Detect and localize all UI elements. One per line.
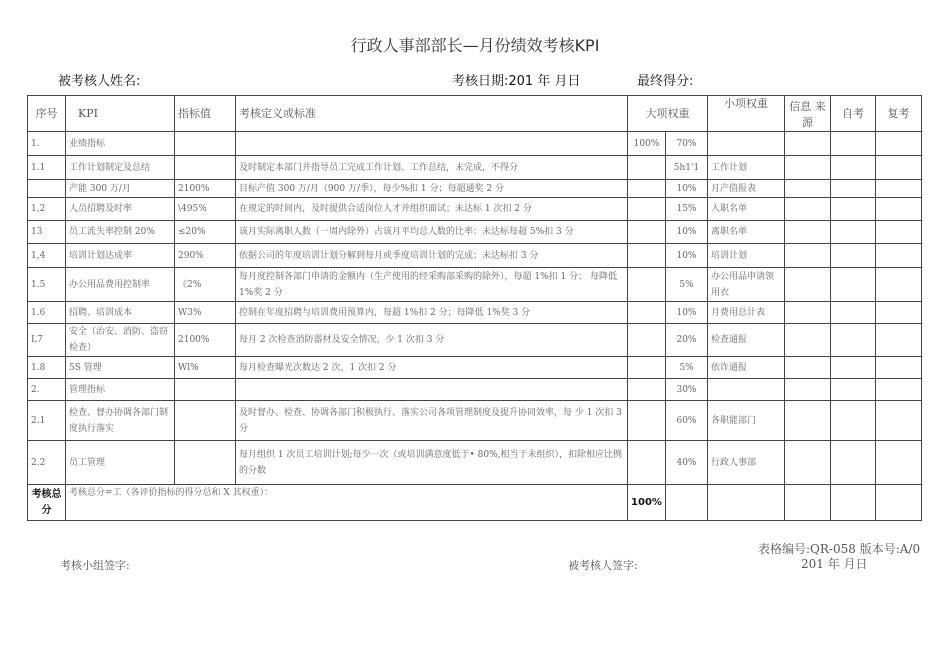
row-self — [831, 132, 876, 156]
row-seq: 1,2 — [28, 198, 66, 221]
row-seq: 1.8 — [28, 357, 66, 379]
total-label: 考核总分 — [28, 485, 66, 521]
row-minor-weight: 5h1'1 — [666, 156, 708, 180]
row-source: 月产值报表 — [708, 180, 785, 198]
row-source: 依诈通报 — [708, 357, 785, 379]
row-review — [876, 198, 922, 221]
row-review — [876, 357, 922, 379]
row-seq: 1.1 — [28, 156, 66, 180]
row-review — [876, 302, 922, 324]
row-review — [876, 221, 922, 244]
row-definition: 在规定的时间内，及时提供合适岗位人才并组织面试；未达标 1 次扣 2 分 — [236, 198, 628, 221]
row-target: \495% — [175, 198, 236, 221]
row-extra — [785, 357, 831, 379]
table-row — [28, 198, 922, 221]
row-kpi: 5S 管理 — [66, 357, 175, 379]
row-seq: 1,4 — [28, 244, 66, 268]
total-major-weight: 100% — [628, 485, 666, 521]
col-source: 信息 来源 — [785, 96, 831, 132]
row-major-weight — [628, 221, 666, 244]
row-source: 行政人事部 — [708, 441, 785, 485]
row-definition: 每月 2 次检查消防器材及安全情况，少 1 次扣 3 分 — [236, 324, 628, 357]
form-number: 表格编号:QR-058 版本号:A/0 — [758, 542, 921, 556]
row-extra — [785, 132, 831, 156]
row-definition — [236, 379, 628, 401]
row-extra — [785, 268, 831, 302]
row-self — [831, 156, 876, 180]
col-kpi: KPI — [66, 96, 175, 132]
row-extra — [785, 324, 831, 357]
row-review — [876, 180, 922, 198]
row-self — [831, 244, 876, 268]
row-target — [175, 379, 236, 401]
row-source — [708, 132, 785, 156]
row-definition: 每月检查曝光次数达 2 次，1 次扣 2 分 — [236, 357, 628, 379]
row-source: 培训计划 — [708, 244, 785, 268]
row-seq: 2.2 — [28, 441, 66, 485]
row-kpi: 安全（治安、消防、盗窃检查） — [66, 324, 175, 357]
row-kpi: 办公用品费用控制率 — [66, 268, 175, 302]
row-seq: 2.1 — [28, 401, 66, 441]
table-row — [28, 441, 922, 485]
row-minor-weight: 10% — [666, 302, 708, 324]
row-minor-weight: 15% — [666, 198, 708, 221]
col-review: 复考 — [876, 96, 922, 132]
row-source: 月费用总计表 — [708, 302, 785, 324]
row-source — [708, 379, 785, 401]
row-definition: 目标产值 300 万/月（900 万/季），每少%扣 1 分；每超通奖 2 分 — [236, 180, 628, 198]
row-seq: 13 — [28, 221, 66, 244]
row-seq: 1. — [28, 132, 66, 156]
row-minor-weight: 10% — [666, 180, 708, 198]
row-major-weight — [628, 302, 666, 324]
row-definition: 及时制定本部门并指导员工完成工作计划、工作总结，未完成，不得分 — [236, 156, 628, 180]
table-header-row — [28, 96, 922, 132]
person-signature-label: 被考核人签字: — [568, 559, 638, 572]
col-target: 指标值 — [175, 96, 236, 132]
row-self — [831, 268, 876, 302]
row-self — [831, 302, 876, 324]
row-definition: 控制在年度招聘与培训费用预算内，每超 1%扣 2 分；每降低 1%奖 3 分 — [236, 302, 628, 324]
row-extra — [785, 379, 831, 401]
table-row — [28, 324, 922, 357]
page-title: 行政人事部部长—月份绩效考核KPI — [350, 36, 600, 55]
row-target — [175, 401, 236, 441]
row-review — [876, 324, 922, 357]
row-review — [876, 244, 922, 268]
row-kpi: 工作计划制定及总结 — [66, 156, 175, 180]
row-kpi: 管理指标 — [66, 379, 175, 401]
table-row — [28, 244, 922, 268]
total-row — [28, 485, 922, 521]
row-minor-weight: 70% — [666, 132, 708, 156]
row-target: 《2% — [175, 268, 236, 302]
row-major-weight — [628, 180, 666, 198]
row-target: 2100% — [175, 324, 236, 357]
footer-date: 201 年 月日 — [801, 557, 868, 571]
row-kpi: 员工管理 — [66, 441, 175, 485]
row-definition: 依据公司的年度培训计划分解到每月或季度培训计划的完成；未达标扣 3 分 — [236, 244, 628, 268]
col-self: 自考 — [831, 96, 876, 132]
row-major-weight — [628, 324, 666, 357]
row-kpi: 人员招聘及时率 — [66, 198, 175, 221]
row-source: 离职名单 — [708, 221, 785, 244]
row-review — [876, 441, 922, 485]
total-formula: 考核总分=工（各评价指标的得分总和 X 其权重）： — [66, 485, 628, 521]
table-row — [28, 401, 922, 441]
row-extra — [785, 156, 831, 180]
row-kpi: 检查、督办协调各部门制度执行落实 — [66, 401, 175, 441]
row-minor-weight: 5% — [666, 357, 708, 379]
row-minor-weight: 20% — [666, 324, 708, 357]
table-row — [28, 132, 922, 156]
row-kpi: 培训计划达成率 — [66, 244, 175, 268]
row-extra — [785, 401, 831, 441]
row-review — [876, 156, 922, 180]
row-extra — [785, 302, 831, 324]
row-kpi: 招聘、培训成本 — [66, 302, 175, 324]
row-kpi: 业绩指标 — [66, 132, 175, 156]
row-source: 办公用品申请领用衣 — [708, 268, 785, 302]
row-extra — [785, 244, 831, 268]
row-major-weight — [628, 268, 666, 302]
row-review — [876, 379, 922, 401]
row-self — [831, 221, 876, 244]
table-row — [28, 379, 922, 401]
row-extra — [785, 221, 831, 244]
row-minor-weight: 60% — [666, 401, 708, 441]
row-definition: 该月实际离职人数（一周内除外）占该月平均总人数的比率；未达标每超 5%扣 3 分 — [236, 221, 628, 244]
row-self — [831, 379, 876, 401]
row-source: 入职名单 — [708, 198, 785, 221]
row-target: ≤20% — [175, 221, 236, 244]
row-major-weight — [628, 441, 666, 485]
group-signature-label: 考核小组签字: — [60, 559, 130, 572]
row-target: W3% — [175, 302, 236, 324]
row-definition: 每月组织 1 次员工培训计划;每少一次（或培训满意度低于• 80%,相当于未组织），扣除相应比例的分数 — [236, 441, 628, 485]
row-minor-weight: 40% — [666, 441, 708, 485]
date-label: 考核日期:201 年 月日 — [452, 74, 581, 89]
row-major-weight — [628, 401, 666, 441]
table-row — [28, 357, 922, 379]
row-self — [831, 180, 876, 198]
row-self — [831, 401, 876, 441]
row-seq: 1.6 — [28, 302, 66, 324]
row-major-weight — [628, 198, 666, 221]
score-label: 最终得分: — [637, 74, 694, 89]
row-target — [175, 156, 236, 180]
row-seq — [28, 180, 66, 198]
row-seq: L7 — [28, 324, 66, 357]
kpi-table — [27, 95, 922, 521]
row-extra — [785, 441, 831, 485]
row-major-weight — [628, 156, 666, 180]
row-extra — [785, 180, 831, 198]
col-major-weight: 大项权重 — [628, 96, 708, 132]
col-seq: 序号 — [28, 96, 66, 132]
row-major-weight — [628, 244, 666, 268]
row-review — [876, 268, 922, 302]
table-row — [28, 156, 922, 180]
row-target — [175, 441, 236, 485]
row-kpi: 产能 300 万/月 — [66, 180, 175, 198]
row-minor-weight: 10% — [666, 221, 708, 244]
table-row — [28, 180, 922, 198]
row-minor-weight: 30% — [666, 379, 708, 401]
row-definition: 每月度控制各部门申请的金额内（生产使用的经采购部采购的除外），每超 1%扣 1 分； 每降低 1%奖 2 分 — [236, 268, 628, 302]
row-target: 290% — [175, 244, 236, 268]
row-review — [876, 132, 922, 156]
row-target: 2100% — [175, 180, 236, 198]
table-row — [28, 302, 922, 324]
row-seq: 1.5 — [28, 268, 66, 302]
row-self — [831, 198, 876, 221]
name-label: 被考核人姓名: — [58, 74, 141, 89]
row-extra — [785, 198, 831, 221]
row-definition — [236, 132, 628, 156]
row-source: 工作计划 — [708, 156, 785, 180]
row-minor-weight: 5% — [666, 268, 708, 302]
table-row — [28, 268, 922, 302]
row-target — [175, 132, 236, 156]
row-self — [831, 324, 876, 357]
row-definition: 及时督办、检查、协调各部门积极执行、落实公司各项管理制度及提升协同效率，每 少 1 次扣 3 分 — [236, 401, 628, 441]
table-row — [28, 221, 922, 244]
row-major-weight — [628, 357, 666, 379]
col-definition: 考核定义或标准 — [236, 96, 628, 132]
row-seq: 2. — [28, 379, 66, 401]
row-source: 各职能部门 — [708, 401, 785, 441]
row-review — [876, 401, 922, 441]
row-minor-weight: 10% — [666, 244, 708, 268]
row-self — [831, 357, 876, 379]
row-major-weight — [628, 379, 666, 401]
row-kpi: 员工流失率控制 20% — [66, 221, 175, 244]
row-source: 检查通报 — [708, 324, 785, 357]
row-major-weight: 100% — [628, 132, 666, 156]
row-target: Wl% — [175, 357, 236, 379]
col-minor-weight: 小项权重 — [708, 96, 785, 132]
row-self — [831, 441, 876, 485]
